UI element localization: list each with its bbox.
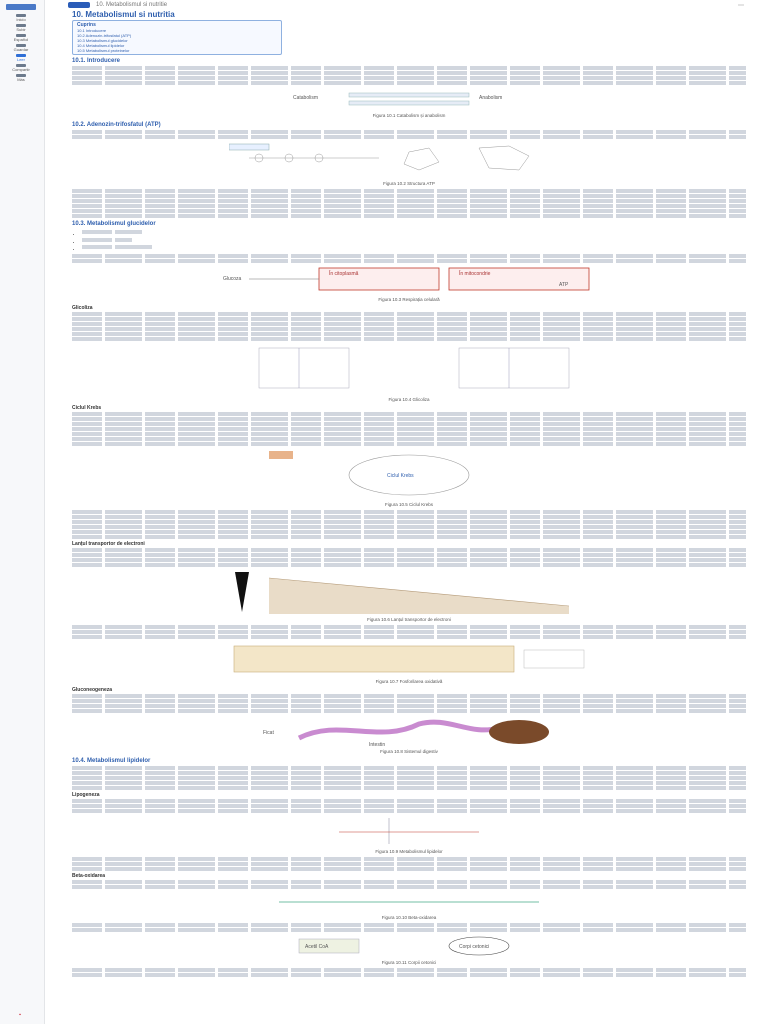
text-line [72, 563, 746, 567]
atp-label-box [229, 144, 269, 150]
text-line [72, 776, 746, 780]
figure-caption: Figura 10.7 Fosforilarea oxidativă [375, 678, 443, 684]
section-heading: 10.2. Adenozin-trifosfatul (ATP) [72, 122, 161, 128]
subsection-heading: Glicoliza [72, 304, 93, 311]
text-line [72, 135, 746, 139]
text-line [72, 857, 746, 861]
figure-label: Ficat [263, 729, 274, 736]
figure-caption: Figura 10.11 Corpii cetonici [381, 959, 437, 965]
text-line [72, 885, 746, 889]
notification-badge[interactable]: ▪ [19, 1012, 21, 1018]
figure-caption: Figura 10.8 Sistemul digestiv [380, 748, 438, 754]
figure-caption: Figura 10.9 Metabolismul lipidelor [375, 848, 443, 854]
energy-staircase [269, 578, 569, 614]
text-line [72, 422, 746, 426]
text-line [72, 510, 746, 514]
figure-label: Acetil CoA [305, 943, 329, 950]
figure-lipid-metabolism [279, 816, 539, 846]
text-line [72, 625, 746, 629]
section-heading: 10.4. Metabolismul lipidelor [72, 757, 151, 764]
figure-cellular-respiration [219, 266, 599, 294]
document-title: 10. Metabolismul si nutritie [96, 2, 168, 8]
text-line [72, 553, 746, 557]
text-line [72, 322, 746, 326]
text-line [72, 809, 746, 813]
sidebar-item-label: Subir [16, 27, 26, 32]
text-line [72, 427, 746, 431]
text-line [72, 525, 746, 529]
figure-glycolysis [199, 344, 619, 394]
pathway-panel [459, 348, 569, 388]
text-line [72, 771, 746, 775]
text-line [72, 704, 746, 708]
text-line [72, 530, 746, 534]
sidebar-item-label: Más [17, 77, 25, 82]
figure-ketone-bodies [259, 935, 559, 957]
text-line [72, 781, 746, 785]
toc-link[interactable]: 10.4 Metabolismul lipidelor [77, 43, 125, 48]
adenine-ring [479, 146, 529, 170]
subsection-heading: Lanțul transportor de electroni [72, 540, 145, 547]
figure-label: În citoplasmă [329, 270, 359, 277]
acetyl-coa-box [269, 451, 293, 459]
text-line [72, 520, 746, 524]
text-line [72, 259, 746, 263]
text-line [72, 76, 746, 80]
toc-heading: Cuprins [77, 22, 96, 28]
text-line [72, 214, 746, 218]
figure-caption: Figura 10.2 Structura ATP [383, 181, 435, 186]
subsection-heading: Ciclul Krebs [72, 404, 102, 411]
sidebar-item-upload[interactable] [8, 24, 34, 33]
sidebar-item-label: Leer [16, 57, 25, 62]
text-line [72, 332, 746, 336]
figure-label: Glucoza [223, 275, 242, 282]
text-line [72, 548, 746, 552]
figure-caption: Figura 10.3 Respirația celulară [378, 296, 440, 302]
figure-label: Catabolism [293, 95, 319, 101]
section-heading: 10.1. Introducere [72, 58, 121, 64]
text-line [72, 199, 746, 203]
app-logo[interactable] [6, 4, 36, 10]
intestine-shape [299, 722, 499, 738]
figure-digestive-system [259, 716, 559, 746]
text-line [72, 515, 746, 519]
text-line [72, 442, 746, 446]
figure-label: Ciclul Krebs [387, 472, 414, 479]
sidebar-item-label: Español [13, 37, 29, 42]
figure-caption: Figura 10.5 Ciclul Krebs [384, 501, 434, 507]
toc-link[interactable]: 10.1 Introducere [77, 28, 107, 33]
text-line [72, 766, 746, 770]
text-line [72, 317, 746, 321]
text-line [72, 699, 746, 703]
sidebar-item-more[interactable] [8, 74, 34, 83]
document-page [72, 10, 746, 1020]
text-line [72, 71, 746, 75]
text-line [72, 786, 746, 790]
text-line [72, 204, 746, 208]
figure-bar [349, 93, 469, 97]
text-line [72, 437, 746, 441]
subsection-heading: Beta-oxidarea [72, 872, 106, 879]
subsection-heading: Gluconeogeneza [72, 686, 113, 693]
text-line [72, 189, 746, 193]
energy-arrow [235, 572, 249, 612]
toc-link[interactable]: 10.3 Metabolismul glucidelor [77, 38, 128, 43]
legend-box [524, 650, 584, 668]
figure-catabolism [289, 88, 529, 110]
text-line [72, 209, 746, 213]
text-line [72, 535, 746, 539]
figure-caption: Figura 10.4 Glicoliza [388, 396, 430, 402]
text-line [72, 867, 746, 871]
figure-label: În mitocondrie [459, 270, 491, 277]
chapter-title: 10. Metabolismul si nutritia [72, 10, 175, 19]
pathway-panel [259, 348, 349, 388]
text-line [72, 412, 746, 416]
figure-label: Corpi cetonici [459, 943, 490, 950]
text-line [72, 417, 746, 421]
liver-shape [489, 720, 549, 744]
sidebar-item-share[interactable] [8, 64, 34, 73]
text-line [72, 558, 746, 562]
figure-label: Anabolism [479, 95, 503, 101]
text-line [72, 923, 746, 927]
text-line [72, 432, 746, 436]
figure-electron-transport [229, 570, 589, 614]
text-line [72, 66, 746, 70]
figure-krebs-cycle [209, 449, 609, 499]
more-menu-button[interactable]: ⋯ [738, 3, 744, 9]
sidebar-item-save[interactable] [8, 44, 34, 53]
membrane-panel [234, 646, 514, 672]
text-line [72, 312, 746, 316]
ribose-ring [404, 148, 439, 170]
back-button[interactable] [68, 2, 90, 8]
text-line [72, 254, 746, 258]
text-line [72, 928, 746, 932]
toc-link[interactable]: 10.5 Metabolismul proteinelor [77, 48, 130, 53]
sidebar-item-read[interactable] [8, 54, 34, 63]
list-item [82, 244, 746, 252]
text-line [72, 862, 746, 866]
bullet-list [82, 229, 746, 252]
figure-bar [349, 101, 469, 105]
sidebar-item-home[interactable] [8, 14, 34, 23]
section-heading: 10.3. Metabolismul glucidelor [72, 221, 156, 227]
text-line [72, 630, 746, 634]
text-line [72, 968, 746, 972]
text-line [72, 337, 746, 341]
sidebar-item-label: Compartir [12, 67, 30, 72]
subsection-heading: Lipogeneza [72, 791, 100, 798]
text-line [72, 694, 746, 698]
figure-caption: Figura 10.10 Beta-oxidarea [381, 914, 437, 920]
text-line [72, 804, 746, 808]
text-line [72, 194, 746, 198]
toc-link[interactable]: 10.2 Adenozin-trifosfatul (ATP) [77, 33, 132, 38]
table-of-contents [72, 20, 282, 55]
text-line [72, 799, 746, 803]
text-line [72, 327, 746, 331]
figure-beta-oxidation [219, 892, 599, 912]
list-item [82, 237, 746, 245]
figure-atp-structure [229, 142, 589, 178]
text-line [72, 709, 746, 713]
text-line [72, 880, 746, 884]
text-line [72, 81, 746, 85]
list-item [82, 229, 746, 237]
figure-oxidative-phosphorylation [214, 642, 604, 676]
sidebar-item-language[interactable] [8, 34, 34, 43]
figure-label: ATP [559, 281, 569, 288]
text-line [72, 635, 746, 639]
text-line [72, 973, 746, 977]
left-sidebar [0, 0, 45, 1024]
figure-caption: Figura 10.6 Lanțul transportor de electroni [367, 616, 451, 622]
text-line [72, 130, 746, 134]
sidebar-item-label: Guardar [13, 47, 29, 52]
figure-label: Intestin [369, 741, 386, 746]
sidebar-item-label: Inicio [16, 17, 26, 22]
figure-caption: Figura 10.1 Catabolism și anabolism [372, 113, 446, 118]
